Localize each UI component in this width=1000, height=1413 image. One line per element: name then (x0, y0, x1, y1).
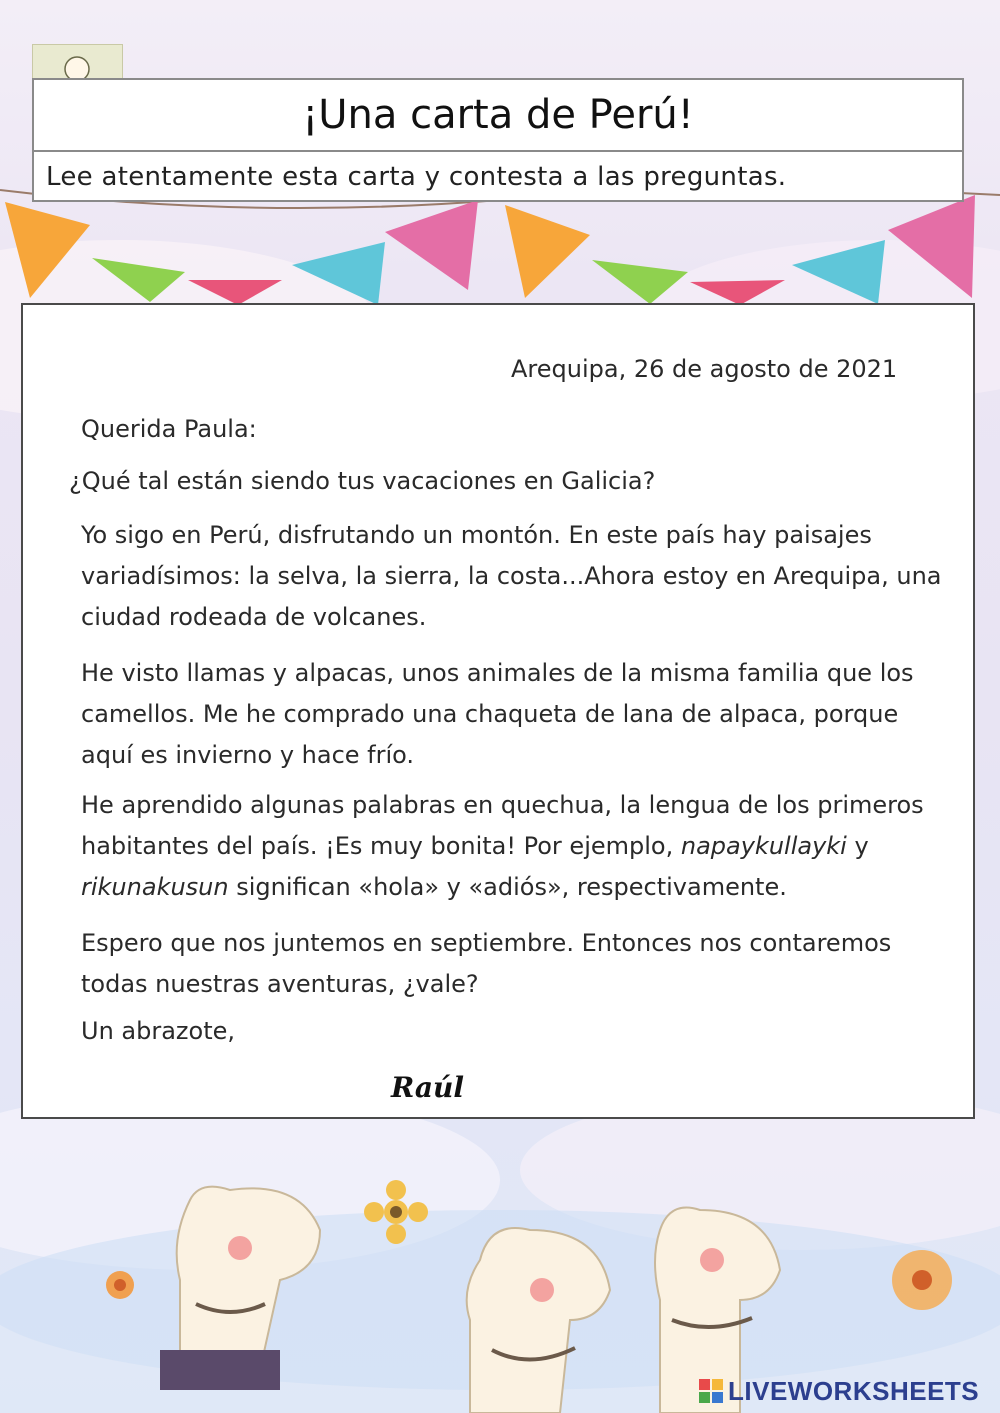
liveworksheets-logo-icon (698, 1378, 724, 1404)
watermark-text: LIVEWORKSHEETS (728, 1375, 980, 1406)
letter-closing: Un abrazote, (81, 1017, 236, 1045)
letter-signature: Raúl (391, 1071, 465, 1104)
letter-paragraph-3 (81, 785, 951, 908)
llamas-illustration (0, 1120, 1000, 1413)
instructions-text: Lee atentamente esta carta y contesta a las preguntas. (46, 162, 787, 192)
llama-figure (467, 1228, 610, 1413)
header-divider (34, 150, 962, 152)
letter-greeting: Querida Paula: (81, 415, 257, 443)
letter-box (21, 303, 975, 1119)
paragraph-3-text-c: significan «hola» y «adiós», respectivamente. (228, 873, 787, 901)
letter-question: ¿Qué tal están siendo tus vacaciones en Galicia? (69, 467, 656, 495)
watermark (698, 1374, 979, 1408)
flower-icon (364, 1180, 428, 1244)
quechua-word-hello: napaykullayki (680, 832, 847, 860)
flower-icon (106, 1271, 134, 1299)
header-box (32, 78, 964, 202)
page-title: ¡Una carta de Perú! (302, 92, 694, 138)
paragraph-3-text-b: y (846, 832, 869, 860)
quechua-word-goodbye: rikunakusun (81, 873, 229, 901)
letter-paragraph-1: Yo sigo en Perú, disfrutando un montón. En este país hay paisajes variadísimos: la selva, la sierra, la costa...Ahora estoy en Arequipa, una ciudad rodeada de volcanes. (81, 521, 942, 631)
letter-date: Arequipa, 26 de agosto de 2021 (511, 355, 898, 383)
paragraph-3-text-a: He aprendido algunas palabras en quechua, la lengua de los primeros habitantes del país. ¡Es muy bonita! Por ejemplo, (81, 791, 924, 860)
llama-figure (160, 1187, 320, 1390)
flower-icon (892, 1250, 952, 1310)
letter-paragraph-2: He visto llamas y alpacas, unos animales de la misma familia que los camellos. Me he comprado una chaqueta de lana de alpaca, porque aquí es invierno y hace frío. (81, 659, 914, 769)
letter-paragraph-4: Espero que nos juntemos en septiembre. Entonces nos contaremos todas nuestras aventuras, ¿vale? (81, 929, 892, 998)
